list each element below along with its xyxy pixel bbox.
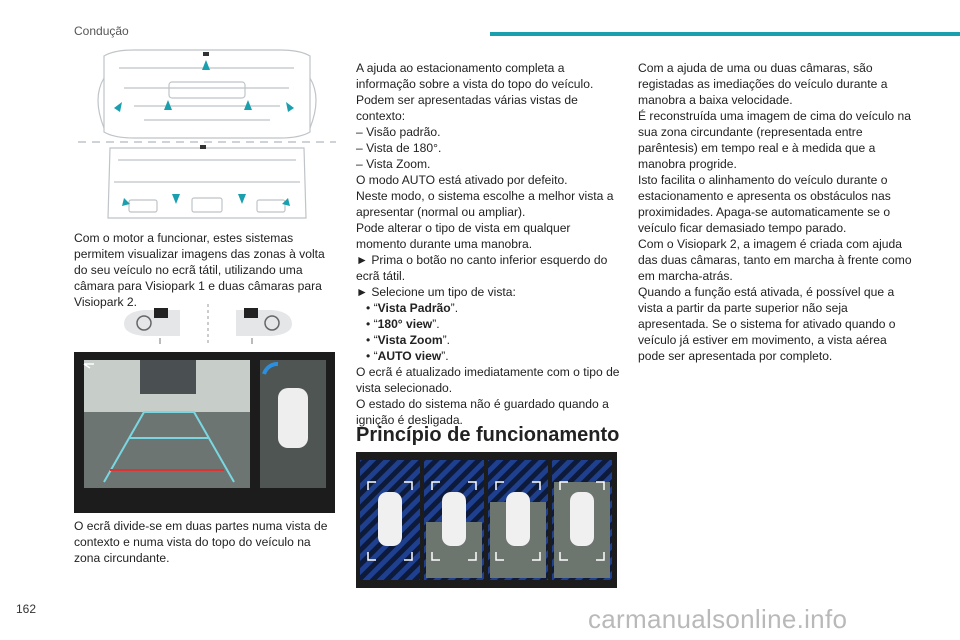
operating-principle-image (356, 452, 617, 588)
text-line: Isto facilita o alinhamento do veículo durante o estacionamento e apresenta os obstáculos nas proximidades. Apaga-se automaticamente se o veículo ficar demasiado tempo parado. (638, 173, 891, 235)
watermark: carmanualsonline.info (588, 604, 848, 634)
camera-screen-image (74, 352, 335, 513)
text-line: ► Selecione um tipo de vista: (356, 285, 516, 299)
text-line: A ajuda ao estacionamento completa a informação sobre a vista do topo do veículo. (356, 61, 594, 91)
page-number: 162 (16, 602, 37, 616)
car-camera-diagram (74, 48, 340, 226)
text-line: O ecrã é atualizado imediatamente com o tipo de vista selecionado. (356, 365, 620, 395)
visiopark-camera-icons (120, 302, 296, 346)
split-screen-paragraph: O ecrã divide-se em duas partes numa vista de contexto e numa vista do topo do veículo na zona circundante. (74, 519, 328, 565)
text-line: É reconstruída uma imagem de cima do veículo na sua zona circundante (representada entre parêntesis) em tempo real e à medida que a manobra progride. (638, 109, 911, 171)
text-line: O modo AUTO está ativado por defeito. (356, 173, 568, 187)
view-option: • “AUTO view”. (366, 349, 449, 363)
context-view-text (356, 60, 624, 428)
text-line: – Visão padrão. (356, 125, 441, 139)
running-header: Condução (74, 24, 129, 38)
text-line: ► Prima o botão no canto inferior esquerdo do ecrã tátil. (356, 253, 608, 283)
header-accent-bar (490, 32, 960, 36)
text-line: Pode alterar o tipo de vista em qualquer momento durante uma manobra. (356, 221, 571, 251)
text-line: – Vista de 180°. (356, 141, 442, 155)
principle-text (638, 60, 914, 364)
view-option: • “180° view”. (366, 317, 440, 331)
view-option: • “Vista Zoom”. (366, 333, 450, 347)
section-heading: Princípio de funcionamento (356, 424, 620, 446)
text-line: Quando a função está ativada, é possível que a vista a partir da parte superior não seja apresentada. Se o sistema for ativado quando o veículo já estiver em movimento, a vista aérea pode ser apresentada por completo. (638, 285, 896, 363)
text-line: Podem ser apresentadas várias vistas de contexto: (356, 93, 578, 123)
text-line: Neste modo, o sistema escolhe a melhor vista a apresentar (normal ou ampliar). (356, 189, 614, 219)
text-line: – Vista Zoom. (356, 157, 431, 171)
intro-paragraph: Com o motor a funcionar, estes sistemas permitem visualizar imagens das zonas à volta do seu veículo no ecrã tátil, utilizando uma câmara para Visiopark 1 e duas câmaras para Visiopark 2. (74, 231, 325, 309)
view-option: • “Vista Padrão”. (366, 301, 459, 315)
text-line: Com o Visiopark 2, a imagem é criada com ajuda das duas câmaras, tanto em marcha à frente como em marcha-atrás. (638, 237, 912, 283)
text-line: Com a ajuda de uma ou duas câmaras, são registadas as imediações do veículo durante a manobra a baixa velocidade. (638, 61, 888, 107)
text-line: O estado do sistema não é guardado quando a ignição é desligada. (356, 397, 609, 427)
